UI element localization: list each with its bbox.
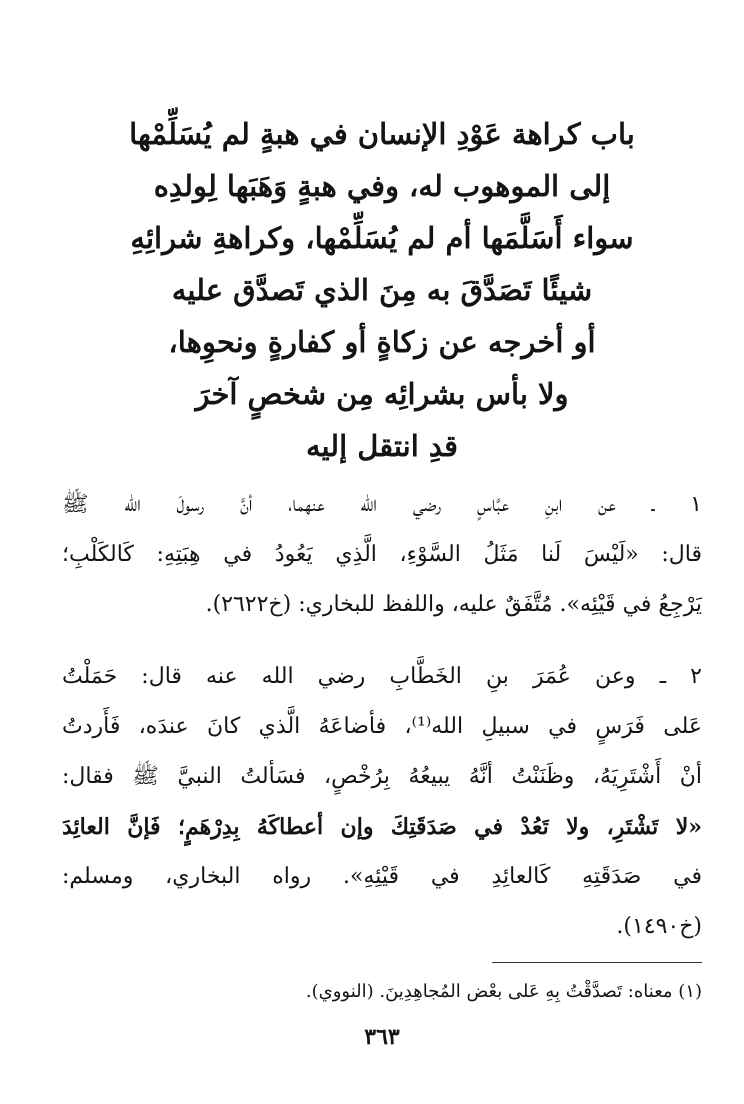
heading-line: أو أخرجه عن زكاةٍ أو كفارةٍ ونحوِها، (168, 325, 596, 359)
hadith-line: «لا تَشْتَرِ، ولا تَعُدْ في صَدَقَتِكَ وإن أعطاكَهُ بِدِرْهَمٍ؛ فَإنَّ العائِدَ (62, 814, 703, 840)
hadith-line: عَلى فَرَسٍ في سبيلِ الله⁽¹⁾، فأضاعَهُ الَّذي كانَ عندَه، فَأَردتُ (62, 714, 702, 739)
footnote-divider (492, 962, 702, 963)
heading-line: سواء أَسَلَّمَها أم لم يُسَلِّمْها، وكراهةِ شرائِهِ (130, 221, 634, 255)
heading-line: إلى الموهوب له، وفي هبةٍ وَهَبَها لِولدِه (153, 169, 611, 203)
book-page (62, 0, 702, 1104)
hadith-line: (خ١٤٩٠). (616, 914, 702, 939)
hadith-line: يَرْجِعُ في قَيْئِه». مُتَّفَقٌ عليه، واللفظ للبخاري: (خ٢٦٢٢). (205, 592, 702, 617)
footnote: (١) معناه: تَصدَّقْتُ بِهِ عَلى بعْض المُجاهِدِينَ. (النووي). (305, 981, 702, 1002)
hadith-line: ٢ ـ وعن عُمَرَ بنِ الخَطَّابِ رضي الله عنه قال: حَمَلْتُ (62, 664, 702, 689)
heading-line: قدِ انتقل إليه (306, 429, 458, 463)
heading-line: ولا بأس بشرائِه مِن شخصٍ آخرَ (195, 377, 569, 411)
hadith-line: في صَدَقَتِهِ كَالعائِدِ في قَيْئِهِ». رواه البخاري، ومسلم: (62, 864, 702, 889)
hadith-line: ١ ـ عن ابنِ عبَّاسٍ رضي الله عنهما، أنَّ رسولَ الله ﷺ (62, 492, 702, 517)
hadith-2 (62, 652, 702, 952)
heading-line: شيئًا تَصَدَّقَ به مِنَ الذي تَصدَّق عليه (171, 273, 593, 307)
heading-line: باب كراهة عَوْدِ الإنسان في هبةٍ لم يُسَلِّمْها (129, 117, 635, 151)
page-number: ٣٦٣ (364, 1024, 400, 1050)
hadith-line: أنْ أَشْتَرِيَهُ، وظَنَنْتُ أنَّهُ يبيعُهُ بِرُخْصٍ، فسَألتُ النبيَّ ﷺ فقال: (62, 764, 702, 789)
page-body (62, 480, 702, 974)
hadith-line: قال: «لَيْسَ لَنا مَثَلُ السَّوْءِ، الَّذِي يَعُودُ في هِبَتِهِ: كَالكَلْبِ؛ (62, 542, 702, 567)
hadith-1 (62, 480, 702, 630)
chapter-heading (62, 108, 702, 472)
